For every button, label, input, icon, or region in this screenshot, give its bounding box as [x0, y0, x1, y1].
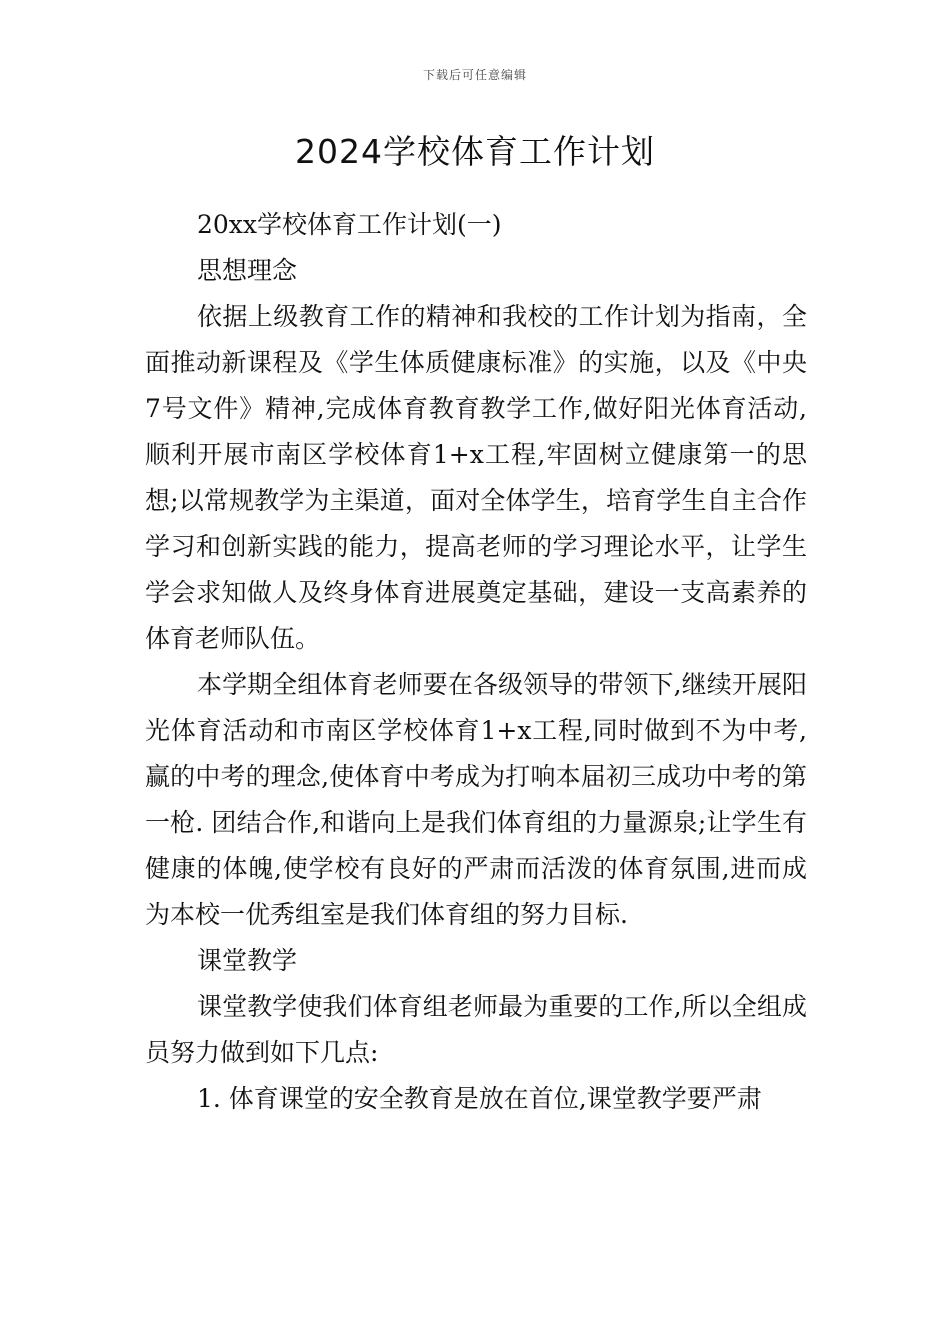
- paragraph-semester-goals: 本学期全组体育老师要在各级领导的带领下,继续开展阳光体育活动和市南区学校体育1+x工程,同时做到不为中考,赢的中考的理念,使体育中考成为打响本届初三成功中考的第一枪. 团结合作,和谐向上是我们体育组的力量源泉;让学生有健康的体魄,使学校有良好的严肃而活泼的体育氛围,进而成为本校一优秀组室是我们体育组的努力目标.: [145, 670, 807, 929]
- list-item-1: 1. 体育课堂的安全教育是放在首位,课堂教学要严肃: [197, 1084, 762, 1113]
- section-heading-philosophy: 思想理念: [197, 256, 298, 285]
- paragraph-philosophy: 依据上级教育工作的精神和我校的工作计划为指南，全面推动新课程及《学生体质健康标准》的实施，以及《中央7号文件》精神,完成体育教育教学工作,做好阳光体育活动,顺利开展市南区学校体育1+x工程,牢固树立健康第一的思想;以常规教学为主渠道，面对全体学生，培育学生自主合作学习和创新实践的能力，提高老师的学习理论水平，让学生学会求知做人及终身体育进展奠定基础，建设一支高素养的体育老师队伍。: [145, 302, 807, 653]
- document-title: 2024学校体育工作计划: [295, 132, 655, 171]
- section-heading-classroom: 课堂教学: [197, 946, 298, 975]
- paragraph-classroom-intro: 课堂教学使我们体育组老师最为重要的工作,所以全组成员努力做到如下几点:: [145, 992, 807, 1067]
- page-header-note: 下载后可任意编辑: [422, 68, 527, 82]
- paragraph-subtitle: 20xx学校体育工作计划(一): [197, 210, 502, 239]
- document-body: [145, 202, 807, 1122]
